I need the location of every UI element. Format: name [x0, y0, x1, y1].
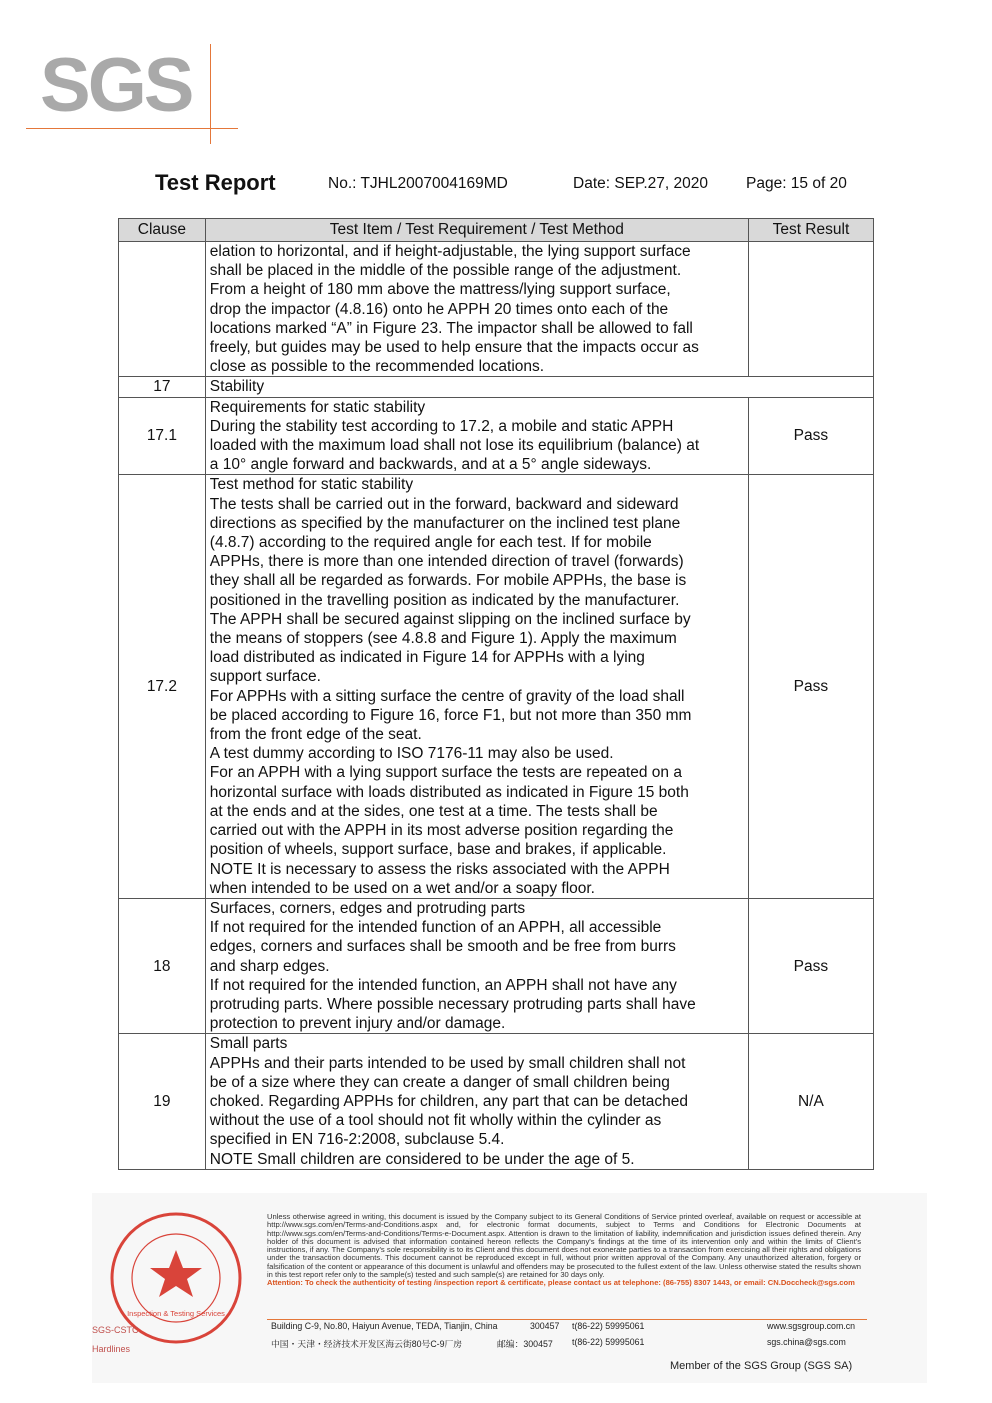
column-header-test-result: Test Result: [748, 219, 873, 242]
postcode-cn: 邮编：300457: [497, 1339, 553, 1349]
test-item-line: loaded with the maximum load shall not lose its equilibrium (balance) at: [209, 437, 700, 455]
test-item-line: From a height of 180 mm above the mattress/lying support surface,: [209, 281, 671, 299]
clause-cell: 18: [119, 898, 206, 1033]
test-result-cell: Pass: [748, 898, 873, 1033]
test-item-line: and sharp edges.: [209, 957, 330, 975]
test-item-line: APPHs, there is more than one intended direction of travel (forwards): [209, 553, 684, 571]
test-item-line: Stability: [209, 378, 265, 396]
test-item-line: The tests shall be carried out in the forward, backward and sideward: [209, 495, 679, 513]
test-item-line: at the ends and at the sides, one test at a time. The tests shall be: [209, 802, 658, 820]
table-body: [119, 242, 874, 1170]
test-item-line: If not required for the intended function, an APPH shall not have any: [209, 976, 677, 994]
test-item-cell: [205, 397, 748, 475]
logo-vertical-rule: [210, 44, 211, 144]
table-row: [119, 475, 874, 898]
legal-text: Unless otherwise agreed in writing, this document is issued by the Company subject to its General Conditions of Service printed overleaf, available on request or accessible at http://www.sgs.com/en/Terms-and-Conditions.aspx and, for electronic format documents, subject to Terms and Conditions for Electronic Documents at http://www.sgs.com/en/Terms-and-Conditions/Terms-e-Document.aspx. Attention is drawn to the limitation of liability, indemnification and jurisdiction issues defined therein. Any holder of this document is advised that information contained hereon reflects the Company's findings at the time of its intervention only and within the limits of Client's instructions, if any. The Company's sole responsibility is to its Client and this document does not exonerate parties to a transaction from exercising all their rights and obligations under the transaction documents. This document cannot be reproduced except in full, without prior written approval of the Company. Any unauthorized alteration, forgery or falsification of the content or appearance of this document is unlawful and offenders may be prosecuted to the fullest extent of the law. Unless otherwise stated the results shown in this test report refer only to the sample(s) tested and such sample(s) are retained for 30 days only.: [267, 1212, 861, 1280]
test-item-line: they shall all be regarded as forwards. For mobile APPHs, the base is: [209, 572, 687, 590]
clause-cell: 17: [119, 377, 206, 397]
test-result-cell: Pass: [748, 397, 873, 475]
test-item-line: edges, corners and surfaces shall be smooth and be free from burrs: [209, 938, 676, 956]
column-header-test-item: Test Item / Test Requirement / Test Method: [205, 219, 748, 242]
report-number: No.: TJHL2007004169MD: [328, 175, 508, 192]
test-item-line: NOTE Small children are considered to be under the age of 5.: [209, 1150, 635, 1168]
report-header: [155, 170, 875, 198]
stamp-side-label-1: SGS-CSTC: [92, 1325, 139, 1335]
test-item-line: During the stability test according to 17.2, a mobile and static APPH: [209, 417, 674, 435]
test-item-line: shall be placed in the middle of the possible range of the adjustment.: [209, 262, 682, 280]
test-item-line: NOTE It is necessary to assess the risks associated with the APPH: [209, 860, 670, 878]
table-header-row: [119, 219, 874, 242]
email: sgs.china@sgs.com: [767, 1337, 846, 1347]
test-item-line: elation to horizontal, and if height-adjustable, the lying support surface: [209, 243, 691, 260]
test-item-line: Requirements for static stability: [209, 398, 426, 416]
clause-cell: 19: [119, 1034, 206, 1169]
test-item-line: be of a size where they can create a danger of small children being: [209, 1073, 670, 1091]
test-item-line: Small parts: [209, 1035, 288, 1053]
test-item-line: If not required for the intended function of an APPH, all accessible: [209, 919, 662, 937]
report-title: Test Report: [155, 170, 276, 195]
sgs-logo-text: SGS: [40, 43, 192, 128]
footer-rule: [267, 1319, 867, 1320]
table-row: [119, 1034, 874, 1169]
test-clauses-table: [118, 218, 874, 1170]
sgs-group-membership: Member of the SGS Group (SGS SA): [670, 1360, 853, 1372]
test-item-line: Surfaces, corners, edges and protruding parts: [209, 899, 526, 917]
address-cn: 中国・天津・经济技术开发区海云街80号C-9厂房: [271, 1339, 463, 1349]
test-item-line: from the front edge of the seat.: [209, 726, 422, 744]
test-item-line: APPHs and their parts intended to be used by small children shall not: [209, 1054, 686, 1072]
test-item-line: For an APPH with a lying support surface the tests are repeated on a: [209, 764, 682, 782]
test-item-line: drop the impactor (4.8.16) onto he APPH 20 times onto each of the: [209, 300, 669, 318]
test-item-line: close as possible to the recommended locations.: [209, 358, 545, 376]
authenticity-notice: Attention: To check the authenticity of testing /inspection report & certificate, please contact us at telephone: (86-755) 8307 1443, or email: CN.Doccheck@sgs.com: [267, 1278, 855, 1288]
test-item-line: locations marked “A” in Figure 23. The impactor shall be allowed to fall: [209, 319, 693, 337]
column-header-clause: Clause: [119, 219, 206, 242]
table-row: [119, 898, 874, 1033]
test-item-cell: [205, 1034, 748, 1169]
test-result-cell: [748, 242, 873, 377]
test-item-line: A test dummy according to ISO 7176-11 may also be used.: [209, 745, 614, 763]
page-number: Page: 15 of 20: [746, 175, 847, 192]
test-item-line: carried out with the APPH in its most adverse position regarding the: [209, 822, 674, 840]
clause-cell: 17.1: [119, 397, 206, 475]
stamp-side-label-2: Hardlines: [92, 1344, 131, 1354]
test-item-line: specified in EN 716-2:2008, subclause 5.4.: [209, 1131, 505, 1149]
table-row: [119, 397, 874, 475]
test-item-line: support surface.: [209, 668, 321, 686]
website: www.sgsgroup.com.cn: [767, 1321, 856, 1331]
test-item-cell: [205, 475, 748, 898]
test-result-cell: N/A: [748, 1034, 873, 1169]
test-item-cell: [205, 898, 748, 1033]
table-row: [119, 377, 874, 397]
logo-horizontal-rule: [26, 128, 238, 129]
telephone-1: t(86-22) 59995061: [572, 1321, 645, 1331]
test-item-line: (4.8.7) according to the required angle for each test. If for mobile: [209, 534, 652, 552]
test-item-line: a 10° angle forward and backwards, and at a 5° angle sideways.: [209, 456, 652, 474]
test-result-cell: Pass: [748, 475, 873, 898]
clause-cell: 17.2: [119, 475, 206, 898]
test-item-line: Test method for static stability: [209, 476, 414, 494]
legal-disclaimer: [267, 1213, 861, 1288]
test-item-line: For APPHs with a sitting surface the centre of gravity of the load shall: [209, 687, 685, 705]
test-item-line: be placed according to Figure 16, force F1, but not more than 350 mm: [209, 706, 692, 724]
test-item-cell: [205, 377, 873, 397]
clause-cell: [119, 242, 206, 377]
stamp-side-labels: [92, 1321, 139, 1359]
test-item-line: the means of stoppers (see 4.8.8 and Figure 1). Apply the maximum: [209, 630, 677, 648]
stamp-inner-text: Inspection & Testing Services: [127, 1309, 225, 1318]
test-item-line: protruding parts. Where possible necessary protruding parts shall have: [209, 995, 696, 1013]
test-item-line: without the use of a tool should not fit wholly within the cylinder as: [209, 1112, 662, 1130]
report-date: Date: SEP.27, 2020: [573, 175, 709, 192]
test-item-line: horizontal surface with loads distributed as indicated in Figure 15 both: [209, 783, 689, 801]
test-item-line: position of wheels, support surface, base and brakes, if applicable.: [209, 841, 667, 859]
test-item-line: choked. Regarding APPHs for children, any part that can be detached: [209, 1092, 689, 1110]
test-item-line: positioned in the travelling position as indicated by the manufacturer.: [209, 591, 680, 609]
test-item-line: load distributed as indicated in Figure 14 for APPHs with a lying: [209, 649, 645, 667]
postcode-en: 300457: [530, 1321, 560, 1331]
page-footer: [92, 1193, 927, 1383]
test-item-line: The APPH shall be secured against slipping on the inclined surface by: [209, 610, 691, 628]
test-item-line: directions as specified by the manufacturer on the inclined test plane: [209, 514, 681, 532]
telephone-2: t(86-22) 59995061: [572, 1337, 645, 1347]
test-item-line: when intended to be used on a wet and/or a soapy floor.: [209, 879, 595, 897]
address-en: Building C-9, No.80, Haiyun Avenue, TEDA, Tianjin, China: [271, 1321, 498, 1331]
test-item-line: protection to prevent injury and/or damage.: [209, 1015, 506, 1033]
test-item-line: freely, but guides may be used to help ensure that the impacts occur as: [209, 339, 699, 357]
test-item-cell: [205, 242, 748, 377]
table-row: [119, 242, 874, 377]
